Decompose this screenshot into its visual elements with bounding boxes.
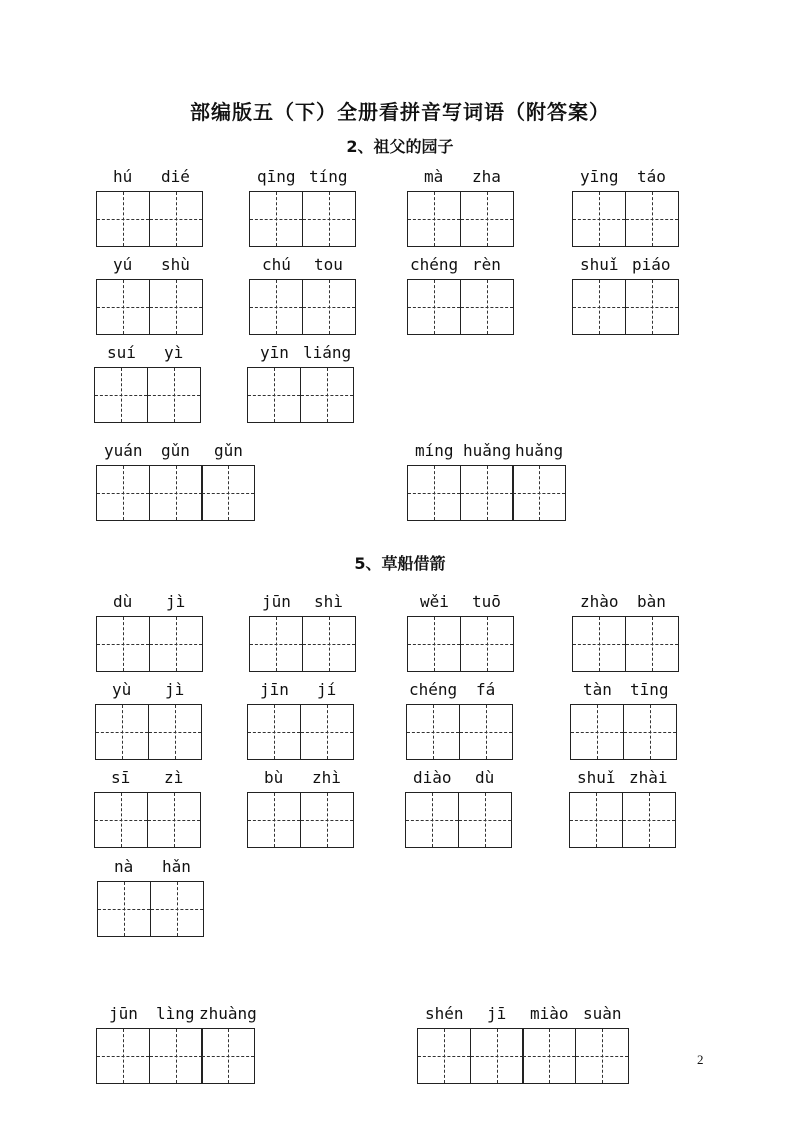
pinyin-syllable: shén bbox=[425, 1004, 464, 1023]
pinyin-syllable: yīn bbox=[260, 343, 289, 362]
writing-grid bbox=[247, 367, 354, 423]
tianzige-box[interactable] bbox=[96, 616, 150, 672]
tianzige-box[interactable] bbox=[623, 704, 677, 760]
tianzige-box[interactable] bbox=[150, 881, 204, 937]
tianzige-box[interactable] bbox=[458, 792, 512, 848]
pinyin-syllable: hǎn bbox=[162, 857, 191, 876]
tianzige-box[interactable] bbox=[94, 367, 148, 423]
tianzige-box[interactable] bbox=[460, 191, 514, 247]
pinyin-syllable: jī bbox=[487, 1004, 507, 1023]
pinyin-syllable: míng bbox=[415, 441, 454, 460]
pinyin-syllable: zhuàng bbox=[199, 1004, 257, 1023]
tianzige-box[interactable] bbox=[147, 367, 201, 423]
pinyin-syllable: qīng bbox=[257, 167, 296, 186]
tianzige-box[interactable] bbox=[406, 704, 460, 760]
pinyin-syllable: huǎng bbox=[515, 441, 564, 460]
tianzige-box[interactable] bbox=[249, 191, 303, 247]
tianzige-box[interactable] bbox=[148, 704, 202, 760]
writing-grid bbox=[97, 881, 204, 937]
tianzige-box[interactable] bbox=[625, 616, 679, 672]
tianzige-box[interactable] bbox=[300, 704, 354, 760]
tianzige-box[interactable] bbox=[149, 279, 203, 335]
pinyin-syllable: mà bbox=[424, 167, 444, 186]
pinyin-syllable: chéng bbox=[410, 255, 459, 274]
pinyin-syllable: bù bbox=[264, 768, 284, 787]
tianzige-box[interactable] bbox=[572, 279, 626, 335]
writing-grid bbox=[407, 616, 514, 672]
writing-grid bbox=[94, 792, 201, 848]
pinyin-syllable: chéng bbox=[409, 680, 458, 699]
writing-grid bbox=[96, 191, 203, 247]
pinyin-syllable: tuō bbox=[472, 592, 501, 611]
pinyin-syllable: jì bbox=[165, 680, 185, 699]
tianzige-box[interactable] bbox=[459, 704, 513, 760]
tianzige-box[interactable] bbox=[460, 279, 514, 335]
tianzige-box[interactable] bbox=[407, 616, 461, 672]
writing-grid bbox=[94, 367, 201, 423]
writing-grid bbox=[407, 279, 514, 335]
pinyin-syllable: jūn bbox=[262, 592, 291, 611]
writing-grid bbox=[569, 792, 676, 848]
pinyin-syllable: jīn bbox=[260, 680, 289, 699]
pinyin-syllable: jūn bbox=[109, 1004, 138, 1023]
pinyin-syllable: jí bbox=[317, 680, 337, 699]
pinyin-syllable: lìng bbox=[156, 1004, 195, 1023]
section-heading-zufu-de-yuanzi: 2、祖父的园子 bbox=[346, 137, 454, 156]
tianzige-box[interactable] bbox=[302, 191, 356, 247]
writing-grid bbox=[405, 792, 512, 848]
pinyin-syllable: diào bbox=[413, 768, 452, 787]
writing-grid bbox=[417, 1028, 629, 1084]
tianzige-box[interactable] bbox=[625, 279, 679, 335]
pinyin-syllable: wěi bbox=[420, 592, 449, 611]
tianzige-box[interactable] bbox=[407, 279, 461, 335]
pinyin-syllable: tou bbox=[314, 255, 343, 274]
writing-grid bbox=[572, 279, 679, 335]
tianzige-box[interactable] bbox=[201, 465, 255, 521]
writing-grid bbox=[96, 279, 203, 335]
pinyin-syllable: dù bbox=[113, 592, 133, 611]
tianzige-box[interactable] bbox=[575, 1028, 629, 1084]
pinyin-syllable: yīng bbox=[580, 167, 619, 186]
tianzige-box[interactable] bbox=[405, 792, 459, 848]
pinyin-syllable: shuǐ bbox=[577, 768, 616, 787]
pinyin-syllable: zì bbox=[164, 768, 184, 787]
writing-grid bbox=[247, 792, 354, 848]
pinyin-syllable: tàn bbox=[583, 680, 612, 699]
tianzige-box[interactable] bbox=[149, 191, 203, 247]
writing-grid bbox=[406, 704, 513, 760]
tianzige-box[interactable] bbox=[249, 616, 303, 672]
pinyin-syllable: liáng bbox=[303, 343, 352, 362]
section-heading-caochuan-jiejian: 5、草船借箭 bbox=[354, 554, 446, 573]
tianzige-box[interactable] bbox=[569, 792, 623, 848]
tianzige-box[interactable] bbox=[96, 191, 150, 247]
writing-grid bbox=[249, 616, 356, 672]
tianzige-box[interactable] bbox=[247, 704, 301, 760]
tianzige-box[interactable] bbox=[149, 1028, 203, 1084]
pinyin-syllable: suàn bbox=[583, 1004, 622, 1023]
pinyin-syllable: nà bbox=[114, 857, 134, 876]
pinyin-syllable: bàn bbox=[637, 592, 666, 611]
tianzige-box[interactable] bbox=[147, 792, 201, 848]
tianzige-box[interactable] bbox=[96, 279, 150, 335]
pinyin-syllable: zhào bbox=[580, 592, 619, 611]
pinyin-syllable: miào bbox=[530, 1004, 569, 1023]
page-number: 2 bbox=[697, 1052, 704, 1067]
tianzige-box[interactable] bbox=[522, 1028, 576, 1084]
pinyin-syllable: rèn bbox=[472, 255, 501, 274]
pinyin-syllable: yú bbox=[113, 255, 133, 274]
pinyin-syllable: sī bbox=[111, 768, 131, 787]
tianzige-box[interactable] bbox=[300, 792, 354, 848]
pinyin-syllable: jì bbox=[166, 592, 186, 611]
pinyin-syllable: yuán bbox=[104, 441, 143, 460]
tianzige-box[interactable] bbox=[625, 191, 679, 247]
tianzige-box[interactable] bbox=[407, 465, 461, 521]
pinyin-syllable: gǔn bbox=[161, 441, 190, 460]
writing-grid bbox=[570, 704, 677, 760]
tianzige-box[interactable] bbox=[470, 1028, 524, 1084]
pinyin-syllable: suí bbox=[107, 343, 136, 362]
tianzige-box[interactable] bbox=[201, 1028, 255, 1084]
pinyin-syllable: hú bbox=[113, 167, 133, 186]
pinyin-syllable: táo bbox=[637, 167, 666, 186]
tianzige-box[interactable] bbox=[460, 616, 514, 672]
tianzige-box[interactable] bbox=[570, 704, 624, 760]
tianzige-box[interactable] bbox=[149, 465, 203, 521]
tianzige-box[interactable] bbox=[460, 465, 514, 521]
tianzige-box[interactable] bbox=[417, 1028, 471, 1084]
writing-grid bbox=[249, 279, 356, 335]
pinyin-syllable: shì bbox=[314, 592, 343, 611]
pinyin-syllable: chú bbox=[262, 255, 291, 274]
tianzige-box[interactable] bbox=[249, 279, 303, 335]
tianzige-box[interactable] bbox=[247, 367, 301, 423]
tianzige-box[interactable] bbox=[512, 465, 566, 521]
tianzige-box[interactable] bbox=[247, 792, 301, 848]
pinyin-syllable: fá bbox=[476, 680, 496, 699]
writing-grid bbox=[249, 191, 356, 247]
writing-grid bbox=[96, 616, 203, 672]
pinyin-syllable: shuǐ bbox=[580, 255, 619, 274]
tianzige-box[interactable] bbox=[302, 616, 356, 672]
pinyin-syllable: tīng bbox=[630, 680, 669, 699]
tianzige-box[interactable] bbox=[97, 881, 151, 937]
writing-grid bbox=[407, 191, 514, 247]
pinyin-syllable: gǔn bbox=[214, 441, 243, 460]
pinyin-syllable: zhì bbox=[312, 768, 341, 787]
writing-grid bbox=[96, 465, 255, 521]
pinyin-syllable: zhài bbox=[629, 768, 668, 787]
writing-grid bbox=[572, 191, 679, 247]
writing-grid bbox=[572, 616, 679, 672]
tianzige-box[interactable] bbox=[572, 616, 626, 672]
page-title: 部编版五（下）全册看拼音写词语（附答案） bbox=[190, 100, 610, 124]
writing-grid bbox=[96, 1028, 255, 1084]
tianzige-box[interactable] bbox=[572, 191, 626, 247]
tianzige-box[interactable] bbox=[300, 367, 354, 423]
pinyin-syllable: dié bbox=[161, 167, 190, 186]
pinyin-syllable: dù bbox=[475, 768, 495, 787]
tianzige-box[interactable] bbox=[94, 792, 148, 848]
pinyin-syllable: huǎng bbox=[463, 441, 512, 460]
tianzige-box[interactable] bbox=[302, 279, 356, 335]
pinyin-syllable: piáo bbox=[632, 255, 671, 274]
writing-grid bbox=[247, 704, 354, 760]
tianzige-box[interactable] bbox=[96, 465, 150, 521]
pinyin-syllable: shù bbox=[161, 255, 190, 274]
tianzige-box[interactable] bbox=[407, 191, 461, 247]
tianzige-box[interactable] bbox=[96, 1028, 150, 1084]
pinyin-syllable: zha bbox=[472, 167, 501, 186]
writing-grid bbox=[95, 704, 202, 760]
tianzige-box[interactable] bbox=[95, 704, 149, 760]
pinyin-syllable: yù bbox=[112, 680, 132, 699]
tianzige-box[interactable] bbox=[622, 792, 676, 848]
pinyin-syllable: yì bbox=[164, 343, 184, 362]
writing-grid bbox=[407, 465, 566, 521]
tianzige-box[interactable] bbox=[149, 616, 203, 672]
pinyin-syllable: tíng bbox=[309, 167, 348, 186]
